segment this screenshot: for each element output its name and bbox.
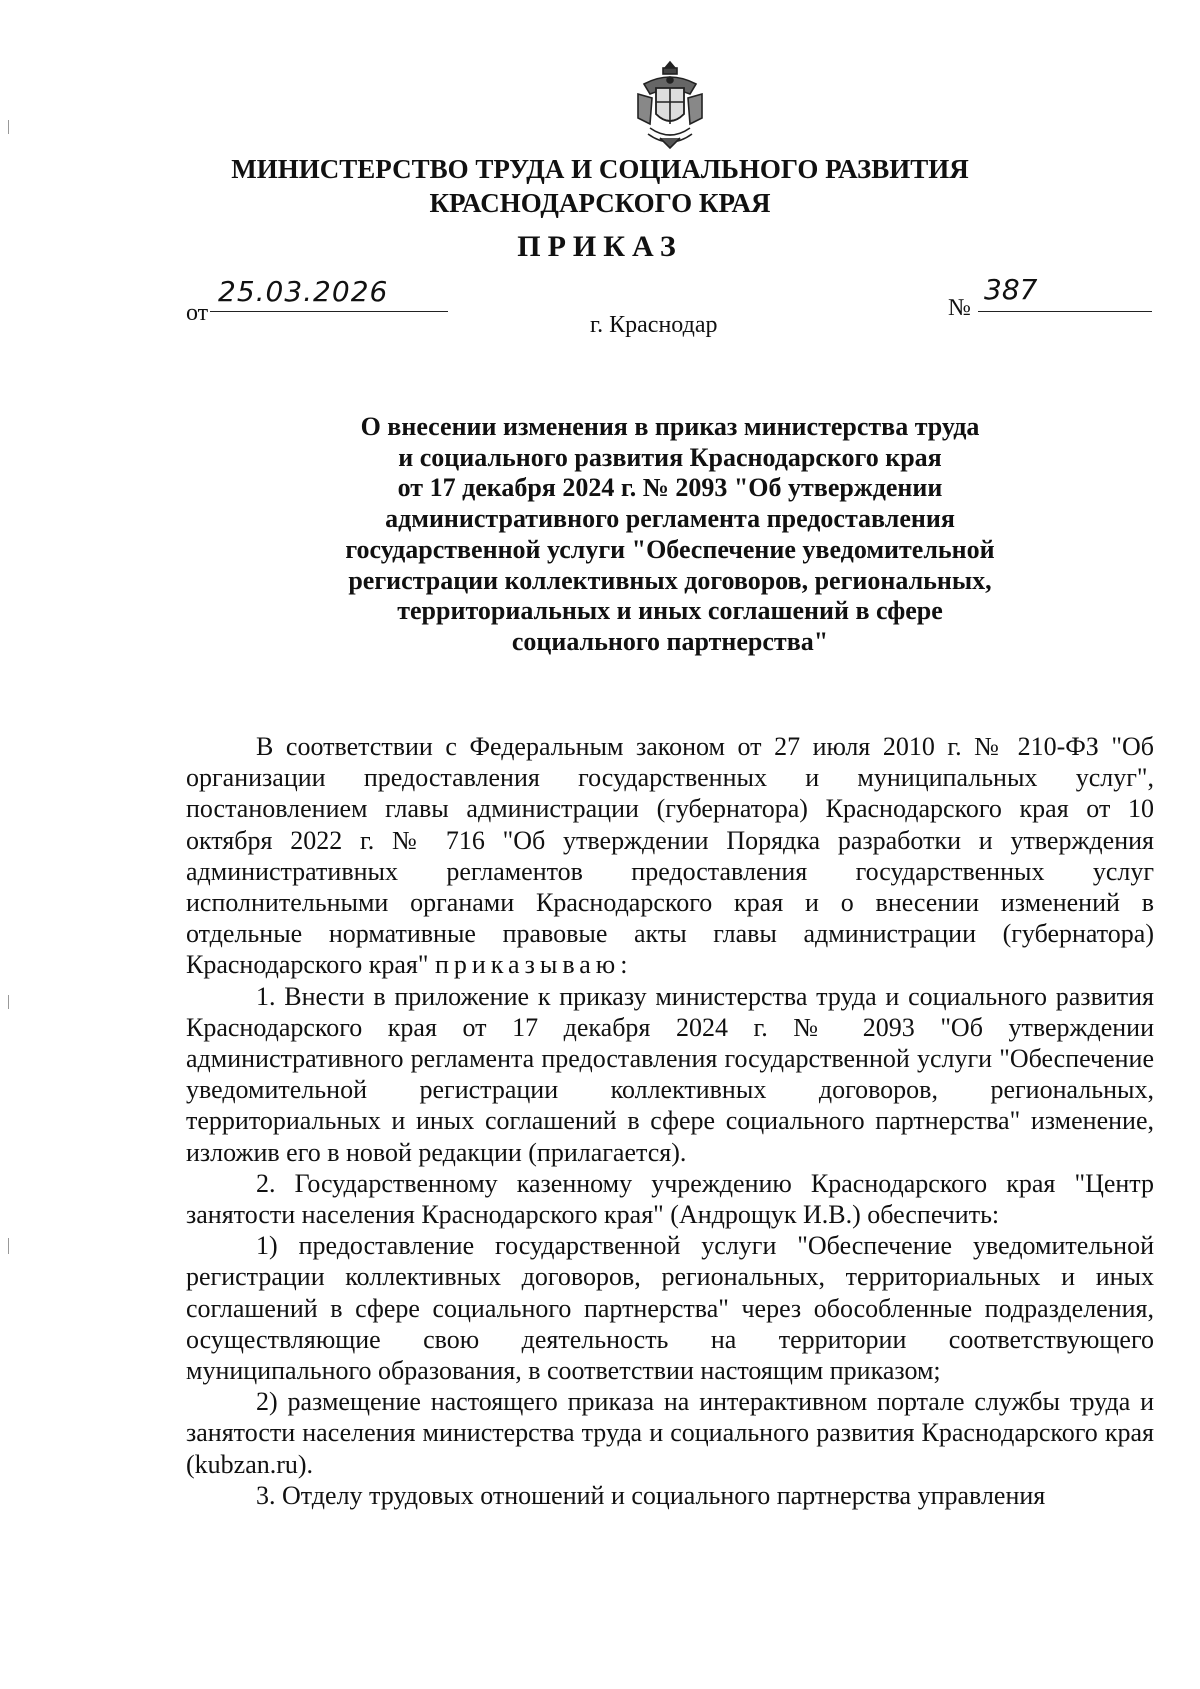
subject-line: государственной услуги "Обеспечение уведомительной: [345, 534, 995, 564]
ministry-name-line2: КРАСНОДАРСКОГО КРАЯ: [429, 188, 771, 218]
scan-artifact: [8, 995, 9, 1009]
subject-line: от 17 декабря 2024 г. № 2093 "Об утверждении: [397, 473, 943, 503]
subject-line: О внесении изменения в приказ министерства труда: [360, 412, 980, 441]
subject-line: социального партнерства": [511, 626, 829, 656]
body-paragraph-2-2: 2) размещение настоящего приказа на интерактивном портале службы труда и занятости населения министерства труда и социального развития Краснодарского края (kubzan.ru).: [186, 1387, 1154, 1479]
body-paragraph-3: 3. Отделу трудовых отношений и социального партнерства управления: [256, 1480, 1046, 1510]
body-paragraph-2: 2. Государственному казенному учреждению Краснодарского края "Центр занятости населения Краснодарского края" (Андрощук И.В.) обеспечить:: [186, 1168, 1154, 1230]
scan-artifact: [8, 120, 9, 134]
subject-line: и социального развития Краснодарского края: [398, 442, 942, 472]
scan-artifact: [8, 1238, 9, 1254]
number-prefix: №: [948, 295, 971, 321]
coat-of-arms-icon: [630, 58, 710, 150]
body-paragraph-1: 1. Внести в приложение к приказу министерства труда и социального развития Краснодарского края от 17 декабря 2024 г. № 2093 "Об утверждении административного регламента предоставления государственной услуги "Обеспечение уведомительной регистрации коллективных договоров, региональных, территориальных и иных соглашений в сфере социального партнерства" изменение, изложив его в новой редакции (прилагается).: [186, 981, 1154, 1167]
order-title: ПРИКАЗ: [517, 230, 683, 263]
subject-line: административного регламента предоставления: [385, 504, 955, 534]
body-paragraph-preamble: [186, 731, 1154, 981]
ministry-name: [200, 152, 1000, 220]
order-body: [186, 731, 1154, 1511]
ministry-name-line1: МИНИСТЕРСТВО ТРУДА И СОЦИАЛЬНОГО РАЗВИТИЯ: [231, 154, 969, 184]
number-handwritten: 387: [978, 273, 1152, 312]
city: г. Краснодар: [590, 312, 718, 338]
body-paragraph-2-1: 1) предоставление государственной услуги "Обеспечение уведомительной регистрации коллективных договоров, региональных, территориальных и иных соглашений в сфере социального партнерства" через обособленные подразделения, осуществляющие свою деятельность на территории соответствующего муниципального образования, в соответствии настоящим приказом;: [186, 1231, 1154, 1386]
subject-line: регистрации коллективных договоров, региональных,: [348, 565, 992, 595]
date-handwritten: 25.03.2026: [210, 275, 448, 312]
preamble-text: В соответствии с Федеральным законом от 27 июля 2010 г. № 210-ФЗ "Об организации предоставления государственных и муниципальных услуг", постановлением главы администрации (губернатора) Краснодарского края от 10 октября 2022 г. № 716 "Об утверждении Порядка разработки и утверждения административных регламентов предоставления государственных услуг исполнительными органами Краснодарского края и о внесении изменений в отдельные нормативные правовые акты главы администрации (губернатора) Краснодарского края": [186, 732, 1154, 980]
date-prefix: от: [186, 300, 209, 326]
order-subject: [300, 412, 1040, 658]
order-word: приказываю:: [434, 950, 633, 980]
subject-line: территориальных и иных соглашений в сфере: [397, 596, 943, 626]
